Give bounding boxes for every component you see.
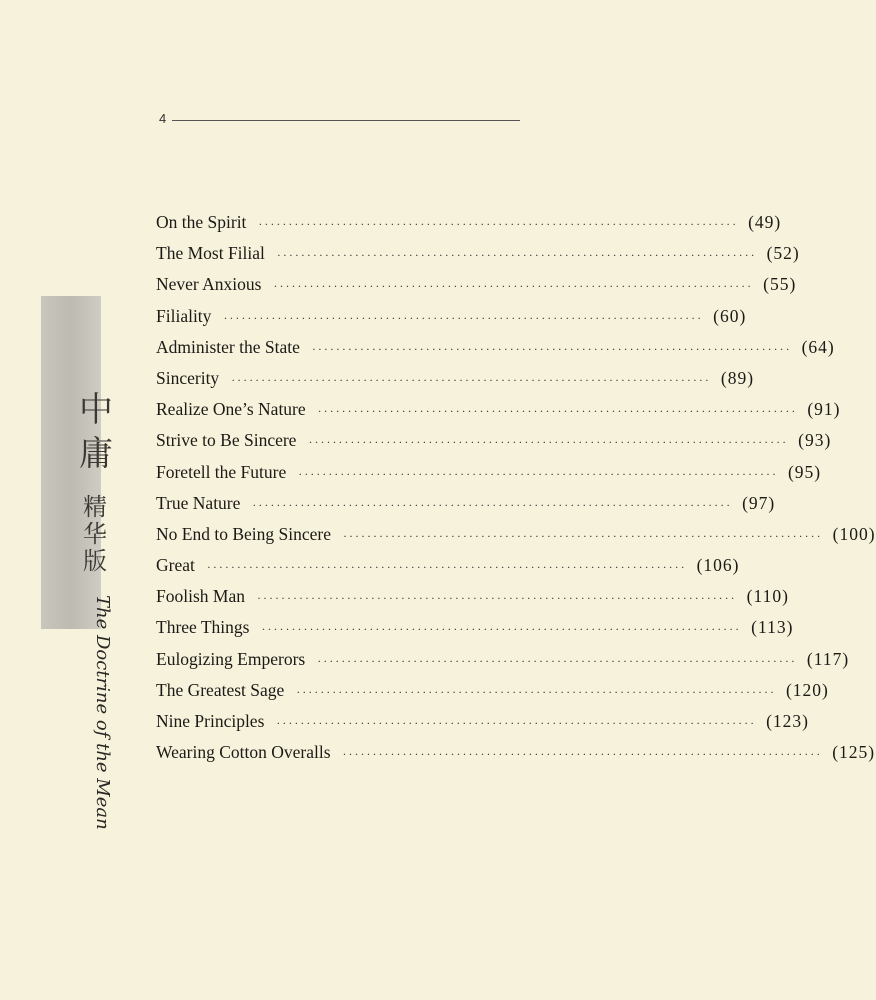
page-number: 4 [159, 111, 167, 126]
toc-entry-title: Foolish Man [156, 586, 245, 607]
toc-entry[interactable] [156, 336, 835, 368]
toc-entry[interactable] [156, 523, 876, 555]
toc-entry[interactable] [156, 492, 776, 524]
toc-leader-dots: ················································································ [223, 310, 704, 325]
toc-entry-title: Nine Principles [156, 711, 265, 731]
toc-entry[interactable] [156, 711, 809, 742]
toc-leader-dots: ················································································ [276, 248, 757, 263]
toc-entry-page: (91) [807, 399, 841, 420]
toc-entry-title: No End to Being Sincere [156, 523, 331, 544]
toc-entry[interactable] [156, 305, 747, 337]
toc-leader-dots: ················································································ [231, 372, 711, 387]
toc-entry-page: (125) [832, 742, 876, 763]
toc-entry-page: (110) [746, 586, 789, 607]
toc-entry[interactable] [156, 399, 841, 430]
toc-entry[interactable] [156, 679, 829, 711]
toc-entry[interactable] [156, 555, 740, 586]
toc-entry[interactable] [156, 617, 794, 648]
toc-leader-dots: ················································································ [342, 747, 823, 762]
toc-entry-title: Strive to Be Sincere [156, 430, 297, 451]
toc-entry-title: True Nature [156, 492, 241, 513]
toc-entry[interactable] [156, 367, 755, 399]
toc-entry-page: (49) [748, 212, 782, 232]
toc-entry-page: (95) [787, 461, 822, 482]
toc-entry-page: (117) [806, 648, 850, 669]
header-rule [172, 120, 520, 121]
toc-leader-dots: ················································································ [206, 560, 687, 575]
side-title-chinese-sub: 精华版 [83, 493, 107, 575]
toc-entry-title: The Greatest Sage [156, 679, 285, 700]
toc-entry-page: (89) [720, 367, 755, 388]
toc-entry-page: (123) [766, 711, 809, 731]
toc-entry[interactable] [156, 274, 797, 305]
toc-entry-page: (64) [801, 336, 835, 357]
toc-entry[interactable] [156, 212, 782, 243]
toc-entry-page: (60) [713, 305, 747, 326]
toc-leader-dots: ················································································ [311, 341, 792, 356]
toc-entry-page: (113) [751, 617, 794, 638]
toc-entry-title: Great [156, 555, 195, 576]
toc-entry-title: Wearing Cotton Overalls [156, 742, 331, 763]
side-title-english: The Doctrine of the Mean [92, 595, 113, 830]
toc-leader-dots: ················································································ [276, 716, 757, 730]
toc-entry[interactable] [156, 648, 850, 680]
toc-entry-title: Never Anxious [156, 274, 262, 295]
toc-leader-dots: ················································································ [317, 653, 797, 668]
toc-leader-dots: ················································································ [273, 279, 754, 294]
toc-entry-title: Eulogizing Emperors [156, 648, 306, 669]
toc-entry[interactable] [156, 461, 822, 493]
toc-entry[interactable] [156, 742, 876, 773]
toc-entry-page: (120) [785, 679, 829, 700]
toc-entry-page: (55) [763, 274, 797, 295]
toc-leader-dots: ················································································ [317, 404, 798, 419]
toc-entry-title: Foretell the Future [156, 461, 287, 482]
toc-entry-page: (106) [696, 555, 740, 576]
table-of-contents [156, 212, 876, 773]
toc-leader-dots: ················································································ [252, 497, 733, 512]
toc-entry-title: On the Spirit [156, 212, 247, 232]
toc-entry-title: Filiality [156, 305, 212, 326]
toc-entry-page: (52) [766, 243, 800, 264]
toc-leader-dots: ················································································ [296, 684, 776, 699]
toc-entry-title: Administer the State [156, 336, 300, 357]
toc-entry-title: Three Things [156, 617, 250, 638]
toc-leader-dots: ················································································ [261, 622, 742, 637]
toc-leader-dots: ················································································ [298, 466, 778, 481]
toc-entry-page: (93) [798, 430, 832, 451]
toc-leader-dots: ················································································ [308, 435, 789, 450]
toc-entry-title: Realize One’s Nature [156, 399, 306, 420]
toc-entry-page: (100) [832, 523, 876, 544]
toc-leader-dots: ················································································ [258, 217, 739, 231]
toc-entry[interactable] [156, 243, 800, 274]
toc-entry-page: (97) [742, 492, 776, 513]
toc-entry-title: Sincerity [156, 367, 220, 388]
toc-entry[interactable] [156, 430, 832, 461]
side-title-chinese: 中庸 [79, 390, 113, 474]
toc-entry[interactable] [156, 586, 789, 617]
toc-leader-dots: ················································································ [256, 591, 737, 606]
toc-leader-dots: ················································································ [342, 528, 823, 543]
toc-entry-title: The Most Filial [156, 243, 265, 264]
